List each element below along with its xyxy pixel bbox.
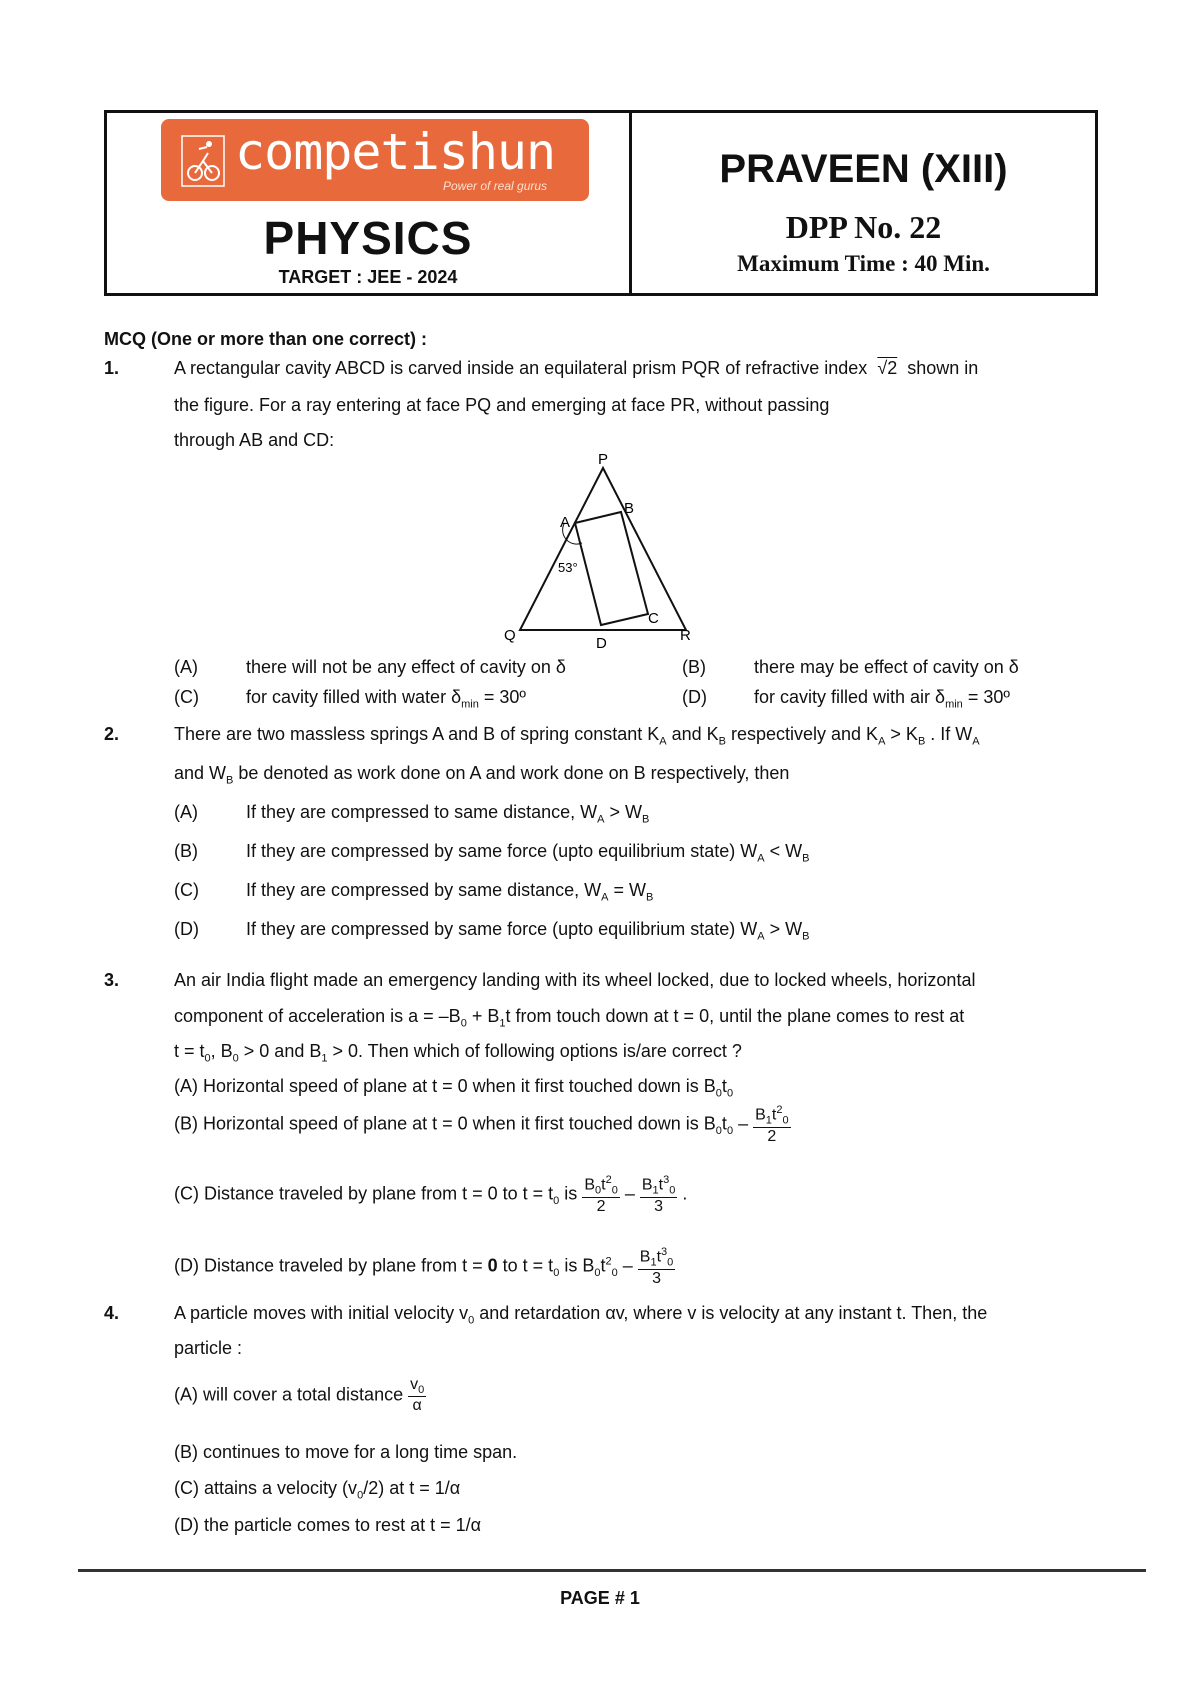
q1-opt-c-text: for cavity filled with water $\delta_{min}$ = 30º <box>246 687 526 711</box>
q1-opt-b-label: (B) <box>682 657 706 677</box>
q3-line1: An air India flight made an emergency landing with its wheel locked, due to locked wheels, horizontal <box>174 970 976 990</box>
brand-logo <box>161 119 589 201</box>
max-time: Maximum Time : 40 Min. <box>737 251 990 276</box>
q1-opt-b-text: there may be effect of cavity on δ <box>754 657 1019 677</box>
q3-opt-c: (C) Distance traveled by plane from t = 0 to $t = t_0$ is $\frac{B_0t^2_0}{2}$ – $\frac{B_1t^3_0}{3}$ . <box>174 1174 688 1215</box>
q1-line2: the figure. For a ray entering at face PQ and emerging at face PR, without passing <box>174 395 830 415</box>
page-number: PAGE # 1 <box>560 1588 640 1608</box>
label-c: C <box>648 610 659 627</box>
q1-sqrt: √2 <box>877 358 898 378</box>
q3-frac-b: $\frac{B_1t^2_0}{2}$ <box>755 1104 789 1145</box>
cavity-rectangle <box>575 512 648 625</box>
q3-frac-c2: $\frac{B_1t^3_0}{3}$ <box>641 1174 676 1215</box>
footer-rule <box>78 1569 1146 1572</box>
q1-opt-c-label: (C) <box>174 687 199 707</box>
q1-opt-d-label: (D) <box>682 687 707 707</box>
label-a: A <box>560 514 571 531</box>
target-exam: TARGET : JEE - 2024 <box>278 267 458 287</box>
q4-opt-d: (D) the particle comes to rest at t = 1/α <box>174 1515 482 1535</box>
q3-frac-d: $\frac{B_1t^3_0}{3}$ <box>639 1246 674 1287</box>
q4-line1: A particle moves with initial velocity $v_0$ and retardation αv, where v is velocity at any instant t. Then, the <box>174 1303 988 1327</box>
q2-opt-c-text: If they are compressed by same distance, $W_A = W_B$ <box>246 880 654 904</box>
prism-triangle <box>520 468 686 630</box>
q4-opt-b: (B) continues to move for a long time span. <box>174 1442 518 1462</box>
q1-opt-a-text: there will not be any effect of cavity on δ <box>246 657 566 677</box>
logo-tagline: Power of real gurus <box>443 179 548 193</box>
q2-line1: There are two massless springs A and B of spring constant $K_A$ and $K_B$ respectively and $K_A > K_B$ . If $W_A$ <box>174 724 980 748</box>
cyclist-logo-icon <box>181 135 225 187</box>
q2-number: 2. <box>104 724 120 744</box>
q3-opt-d: (D) Distance traveled by plane from t = 0 to $t = t_0$ is $B_0t^2_0$ – $\frac{B_1t^3_0}{3}$ <box>174 1246 674 1287</box>
q2-opt-a-text: If they are compressed to same distance, $W_A > W_B$ <box>246 802 650 826</box>
q4-frac-a: $\frac{v_0}{\alpha}$ <box>410 1376 425 1415</box>
subject-title: PHYSICS <box>263 212 473 264</box>
q4-line2: particle : <box>174 1338 243 1358</box>
logo-text: competishun <box>235 123 556 181</box>
q3-line3: $t = t_0$, $B_0 > 0$ and $B_1 > 0$. Then which of following options is/are correct ? <box>174 1041 742 1065</box>
q1-line3: through AB and CD: <box>174 430 335 450</box>
q1-number: 1. <box>104 358 120 378</box>
q3-opt-a: (A) Horizontal speed of plane at t = 0 when it first touched down is $B_0t_0$ <box>174 1076 734 1100</box>
q2-opt-b-text: If they are compressed by same force (upto equilibrium state) $W_A < W_B$ <box>246 841 810 865</box>
label-b: B <box>624 500 635 517</box>
q1-line1-end: shown in <box>907 358 979 378</box>
batch-title: PRAVEEN (XIII) <box>719 147 1008 191</box>
q3-frac-c1: $\frac{B_0t^2_0}{2}$ <box>584 1174 618 1215</box>
q1-line1-text: A rectangular cavity ABCD is carved inside an equilateral prism PQR of refractive index <box>174 358 868 378</box>
q3-line2: component of acceleration is $a = -B_0 + B_1t$ from touch down at t = 0, until the plane comes to rest at <box>174 1006 965 1030</box>
q2-opt-d-label: (D) <box>174 919 199 939</box>
dpp-number: DPP No. 22 <box>785 209 942 245</box>
label-q: Q <box>504 627 516 644</box>
q2-line2: and $W_B$ be denoted as work done on A and work done on B respectively, then <box>174 763 790 787</box>
section-title: MCQ (One or more than one correct) : <box>104 329 428 349</box>
q2-opt-a-label: (A) <box>174 802 198 822</box>
q3-number: 3. <box>104 970 120 990</box>
q4-opt-c: (C) attains a velocity $(v_0/2)$ at t = 1/α <box>174 1478 461 1502</box>
label-p: P <box>598 451 609 468</box>
q2-opt-d-text: If they are compressed by same force (upto equilibrium state) $W_A > W_B$ <box>246 919 810 943</box>
q1-opt-d-text: for cavity filled with air $\delta_{min}$ = 30º <box>754 687 1010 711</box>
prism-figure <box>500 448 710 648</box>
q4-number: 4. <box>104 1303 120 1323</box>
label-r: R <box>680 627 691 644</box>
label-angle: 53° <box>558 560 578 575</box>
q4-opt-a: (A) will cover a total distance $\frac{v_0}{\alpha}$ <box>174 1376 425 1415</box>
header-box <box>104 110 1098 296</box>
q2-opt-b-label: (B) <box>174 841 198 861</box>
q1-opt-a-label: (A) <box>174 657 198 677</box>
q1-line1 <box>174 358 978 379</box>
q2-opt-c-label: (C) <box>174 880 199 900</box>
label-d: D <box>596 635 607 648</box>
q3-opt-b: (B) Horizontal speed of plane at t = 0 when it first touched down is $B_0t_0$ – $\frac{B_1t^2_0}{2}$ <box>174 1104 789 1145</box>
